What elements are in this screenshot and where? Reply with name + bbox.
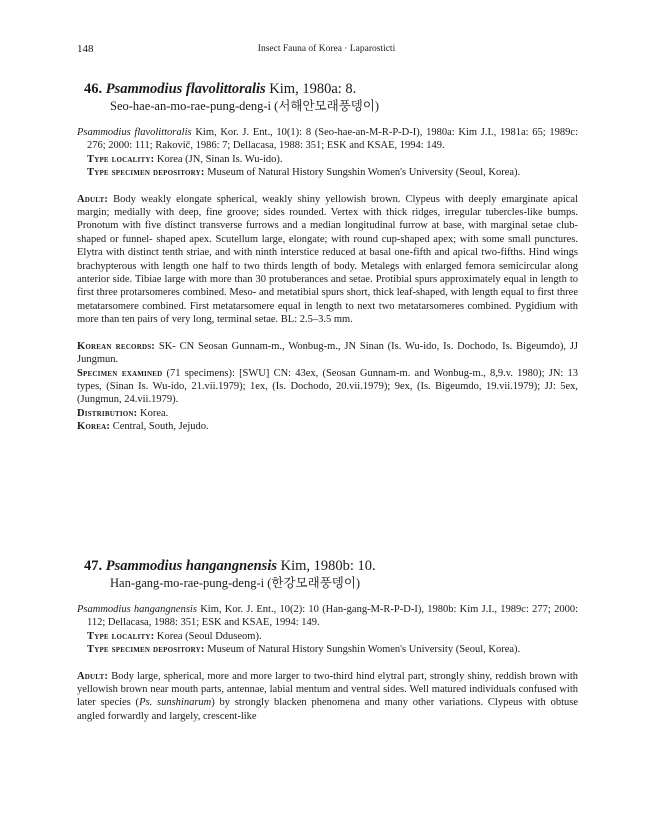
adult-text-part2: ) by strongly blacken phenomena and many other variations. Clypeus with obtuse angled forwardly and largely, crescent-like bbox=[77, 697, 578, 722]
species-47-body bbox=[77, 603, 578, 723]
type-locality-value: Korea (Seoul Dduseom). bbox=[156, 630, 262, 642]
citation bbox=[77, 126, 578, 153]
type-depository bbox=[77, 643, 578, 656]
species-heading-46 bbox=[84, 80, 379, 115]
korea-value: Central, South, Jejudo. bbox=[112, 421, 209, 433]
depository-label: Type specimen depository: bbox=[87, 167, 205, 179]
adult-text-part1: Body large, spherical, more and more larger to two-third hind elytral part, strongly shiny, reddish brown with yellowish brown near mouth parts, antennae, labial mentum and ventral sides. Well matured individuals confused with later species ( bbox=[77, 670, 579, 709]
species-number: 46. bbox=[84, 81, 103, 97]
specimen-text: [SWU] CN: 43ex, (Seosan Gunnam-m. and Wonbug-m., 8,9.v. 1980); JN: 13 types, (Sinan Is. Wu-ido, 21.vii.1979); 1ex, (Is. Dochodo, 20.vii.1979); 9ex, (Is. Bigeumdo, 19.vii.1979); JJ: 5ex, (Jungmun, 24.vii.1979). bbox=[77, 367, 579, 406]
korea-range bbox=[77, 420, 578, 433]
species-scientific-name: Psammodius hangangnensis bbox=[105, 558, 277, 574]
citation bbox=[77, 603, 578, 630]
running-title: Insect Fauna of Korea · Laparosticti bbox=[257, 44, 396, 54]
species-authority: Kim, 1980a: 8. bbox=[269, 81, 357, 97]
adult-text-species-ref: Ps. sunshinarum bbox=[139, 697, 212, 709]
korean-records bbox=[77, 340, 578, 367]
adult-description bbox=[77, 193, 578, 327]
citation-text: Kim, Kor. J. Ent., 10(1): 8 (Seo-hae-an-M-R-P-D-I), 1980a: Kim J.I., 1981a: 65; 1989c: 276; 2000: 111; Rakovič, 1986: 7; Dellacasa, 1988: 351; ESK and KSAE, 1994: 149. bbox=[87, 127, 579, 152]
depository-label: Type specimen depository: bbox=[87, 644, 205, 656]
korea-label: Korea: bbox=[77, 421, 111, 433]
species-korean-name: Han-gang-mo-rae-pung-deng-i (한강모래풍뎅이) bbox=[110, 576, 361, 590]
species-heading-47 bbox=[84, 557, 376, 592]
adult-text: Body weakly elongate spherical, weakly shiny yellowish brown. Clypeus with deeply emarginate apical margin; medially with deep, fine groove; sides rounded. Vertex with thick ridges, irregular tubercles-like bumps. Pronotum with five distinct transverse furrows and a median longitudinal furrow at base, with marginal setae club-shaped or funnel- shaped apex. Scutellum large, elongate; with round cup-shaped apex; with some small punctures. Elytra with distinct tenth striae, and with ninth interstice reduced at basal one-fifth and apical two-fifths. Hind wings brachypterous with length one half to two thirds length of body. Metalegs with enlarged femora semicircular along anterior side. Tibiae large with more than 30 protuberances and setae. Protibial spurs approximately equal in length to first three protarsomeres combined. Meso- and metatibial spurs short, thick leaf-shaped, with length equal to first three metatarsomere combined. First metatarsomere equal in length to next two metatarsomeres combined. Pygidium with more than ten pairs of very long, terminal setae. BL: 2.5–3.5 mm. bbox=[77, 193, 578, 326]
specimen-label: Specimen examined bbox=[77, 367, 163, 379]
species-korean-name: Seo-hae-an-mo-rae-pung-deng-i (서해안모래풍뎅이) bbox=[110, 99, 380, 113]
type-locality-label: Type locality: bbox=[87, 153, 155, 165]
species-46-body bbox=[77, 126, 578, 434]
records-label: Korean records: bbox=[77, 340, 156, 352]
type-locality-label: Type locality: bbox=[87, 630, 155, 642]
citation-text: Kim, Kor. J. Ent., 10(2): 10 (Han-gang-M-R-P-D-I), 1980b: Kim J.I., 1989c: 277; 2000: 112; Dellacasa, 1988: 351; ESK and KSAE, 1994: 149. bbox=[87, 604, 579, 629]
distribution bbox=[77, 407, 578, 420]
depository-value: Museum of Natural History Sungshin Women's University (Seoul, Korea). bbox=[207, 644, 521, 656]
citation-name: Psammodius flavolittoralis bbox=[77, 127, 192, 138]
running-header bbox=[77, 43, 576, 59]
distribution-label: Distribution: bbox=[77, 407, 138, 419]
depository-value: Museum of Natural History Sungshin Women's University (Seoul, Korea). bbox=[207, 167, 521, 179]
adult-label: Adult: bbox=[77, 193, 109, 205]
specimen-count: (71 specimens): bbox=[166, 367, 235, 379]
species-authority: Kim, 1980b: 10. bbox=[280, 558, 376, 574]
specimen-examined bbox=[77, 367, 578, 407]
type-locality-value: Korea (JN, Sinan Is. Wu-ido). bbox=[156, 153, 283, 165]
records-value: SK- CN Seosan Gunnam-m., Wonbug-m., JN Sinan (Is. Wu-ido, Is. Dochodo, Is. Bigeumdo), JJ Jungmun. bbox=[77, 340, 579, 366]
citation-name: Psammodius hangangnensis bbox=[77, 604, 197, 615]
type-locality bbox=[77, 630, 578, 643]
species-scientific-name: Psammodius flavolittoralis bbox=[105, 81, 266, 97]
distribution-value: Korea. bbox=[140, 407, 169, 419]
adult-description bbox=[77, 670, 578, 724]
page-number: 148 bbox=[77, 43, 94, 55]
type-depository bbox=[77, 166, 578, 179]
adult-label: Adult: bbox=[77, 670, 109, 682]
type-locality bbox=[77, 153, 578, 166]
species-number: 47. bbox=[84, 558, 103, 574]
